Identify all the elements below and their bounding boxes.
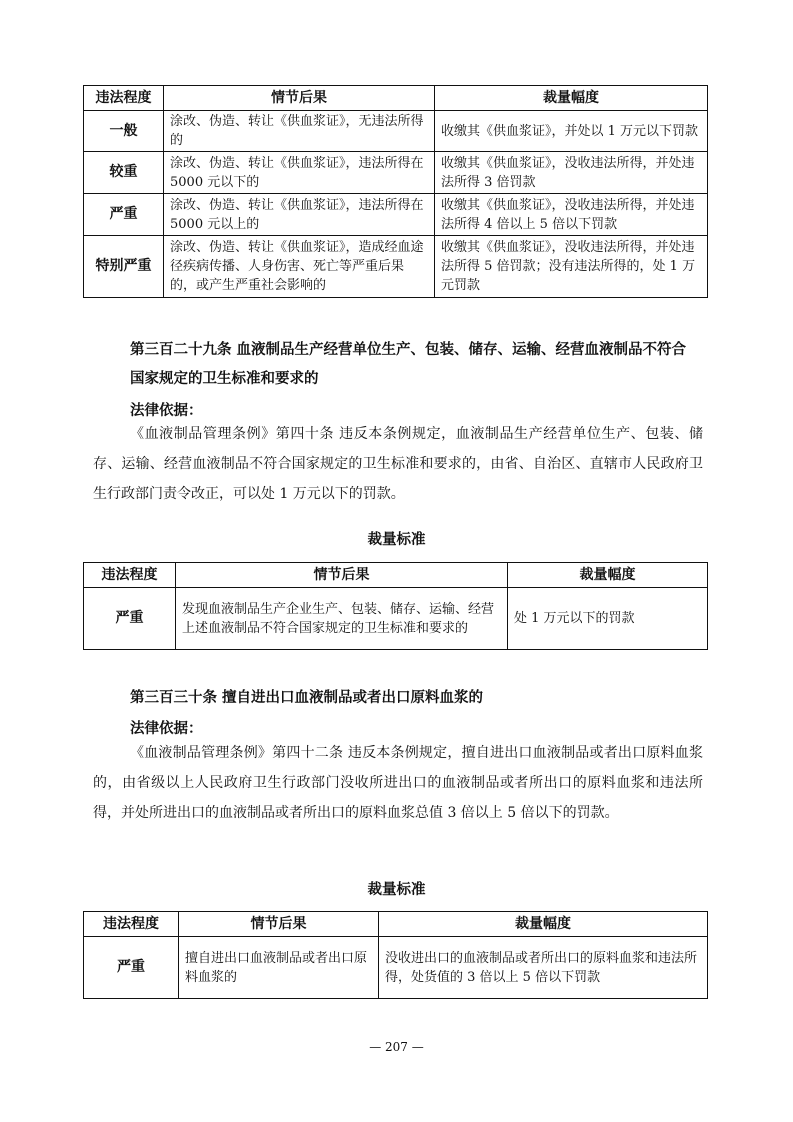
penalty-cell: 收缴其《供血浆证》，并处以 1 万元以下罚款 <box>435 111 708 152</box>
circumstance-cell: 擅自进出口血液制品或者出口原料血浆的 <box>179 937 379 999</box>
header-violation-degree: 违法程度 <box>84 86 164 111</box>
table-row <box>84 588 708 650</box>
page-number: — 207 — <box>369 1040 424 1054</box>
article-330-body: 《血液制品管理条例》第四十二条 违反本条例规定，擅自进出口血液制品或者出口原料血浆的，由省级以上人民政府卫生行政部门没收所进出口的血液制品或者所出口的原料血浆和违法所得，并处所进出口的血液制品或者所出口的原料血浆总值 3 倍以上 5 倍以下的罚款。 <box>93 745 703 821</box>
article-330-title: 第三百三十条 擅自进出口血液制品或者出口原料血浆的 <box>130 690 484 706</box>
discretion-standard-caption: 裁量标准 <box>367 532 426 548</box>
article-329-title: 第三百二十九条 血液制品生产经营单位生产、包装、储存、运输、经营血液制品不符合国家规定的卫生标准和要求的 <box>130 342 687 387</box>
penalty-cell: 处 1 万元以下的罚款 <box>508 588 708 650</box>
header-circumstance: 情节后果 <box>176 563 508 588</box>
header-penalty-range: 裁量幅度 <box>435 86 708 111</box>
penalty-cell: 收缴其《供血浆证》，没收违法所得，并处违法所得 4 倍以上 5 倍以下罚款 <box>435 194 708 236</box>
violation-level: 一般 <box>84 111 164 152</box>
header-penalty-range: 裁量幅度 <box>508 563 708 588</box>
circumstance-cell: 涂改、伪造、转让《供血浆证》，违法所得在 5000 元以下的 <box>164 152 435 194</box>
header-circumstance: 情节后果 <box>164 86 435 111</box>
penalty-cell: 没收进出口的血液制品或者所出口的原料血浆和违法所得，处货值的 3 倍以上 5 倍以下罚款 <box>379 937 708 999</box>
article-329-body: 《血液制品管理条例》第四十条 违反本条例规定，血液制品生产经营单位生产、包装、储存、运输、经营血液制品不符合国家规定的卫生标准和要求的，由省、自治区、直辖市人民政府卫生行政部门责令改正，可以处 1 万元以下的罚款。 <box>93 426 703 502</box>
table-row <box>84 937 708 999</box>
discretion-standard-caption: 裁量标准 <box>367 882 426 898</box>
legal-basis-label: 法律依据： <box>130 721 203 737</box>
violation-level: 严重 <box>84 194 164 236</box>
header-circumstance: 情节后果 <box>179 912 379 937</box>
violation-level: 较重 <box>84 152 164 194</box>
discretion-table-3 <box>83 911 708 999</box>
table-row <box>84 152 708 194</box>
penalty-cell: 收缴其《供血浆证》，没收违法所得，并处违法所得 3 倍罚款 <box>435 152 708 194</box>
penalty-cell: 收缴其《供血浆证》，没收违法所得，并处违法所得 5 倍罚款；没有违法所得的，处 1 万元罚款 <box>435 236 708 298</box>
violation-level: 严重 <box>84 588 176 650</box>
legal-basis-label: 法律依据： <box>130 403 203 419</box>
table-header-row <box>84 563 708 588</box>
circumstance-cell: 发现血液制品生产企业生产、包装、储存、运输、经营上述血液制品不符合国家规定的卫生标准和要求的 <box>176 588 508 650</box>
circumstance-cell: 涂改、伪造、转让《供血浆证》，无违法所得的 <box>164 111 435 152</box>
table-header-row <box>84 912 708 937</box>
table-row <box>84 194 708 236</box>
discretion-table-2 <box>83 562 708 650</box>
header-violation-degree: 违法程度 <box>84 563 176 588</box>
circumstance-cell: 涂改、伪造、转让《供血浆证》，造成经血途径疾病传播、人身伤害、死亡等严重后果的，或产生严重社会影响的 <box>164 236 435 298</box>
circumstance-cell: 涂改、伪造、转让《供血浆证》，违法所得在 5000 元以上的 <box>164 194 435 236</box>
violation-level: 严重 <box>84 937 179 999</box>
violation-level: 特别严重 <box>84 236 164 298</box>
table-row <box>84 111 708 152</box>
header-violation-degree: 违法程度 <box>84 912 179 937</box>
header-penalty-range: 裁量幅度 <box>379 912 708 937</box>
table-row <box>84 236 708 298</box>
table-header-row <box>84 86 708 111</box>
discretion-table-1 <box>83 85 708 298</box>
